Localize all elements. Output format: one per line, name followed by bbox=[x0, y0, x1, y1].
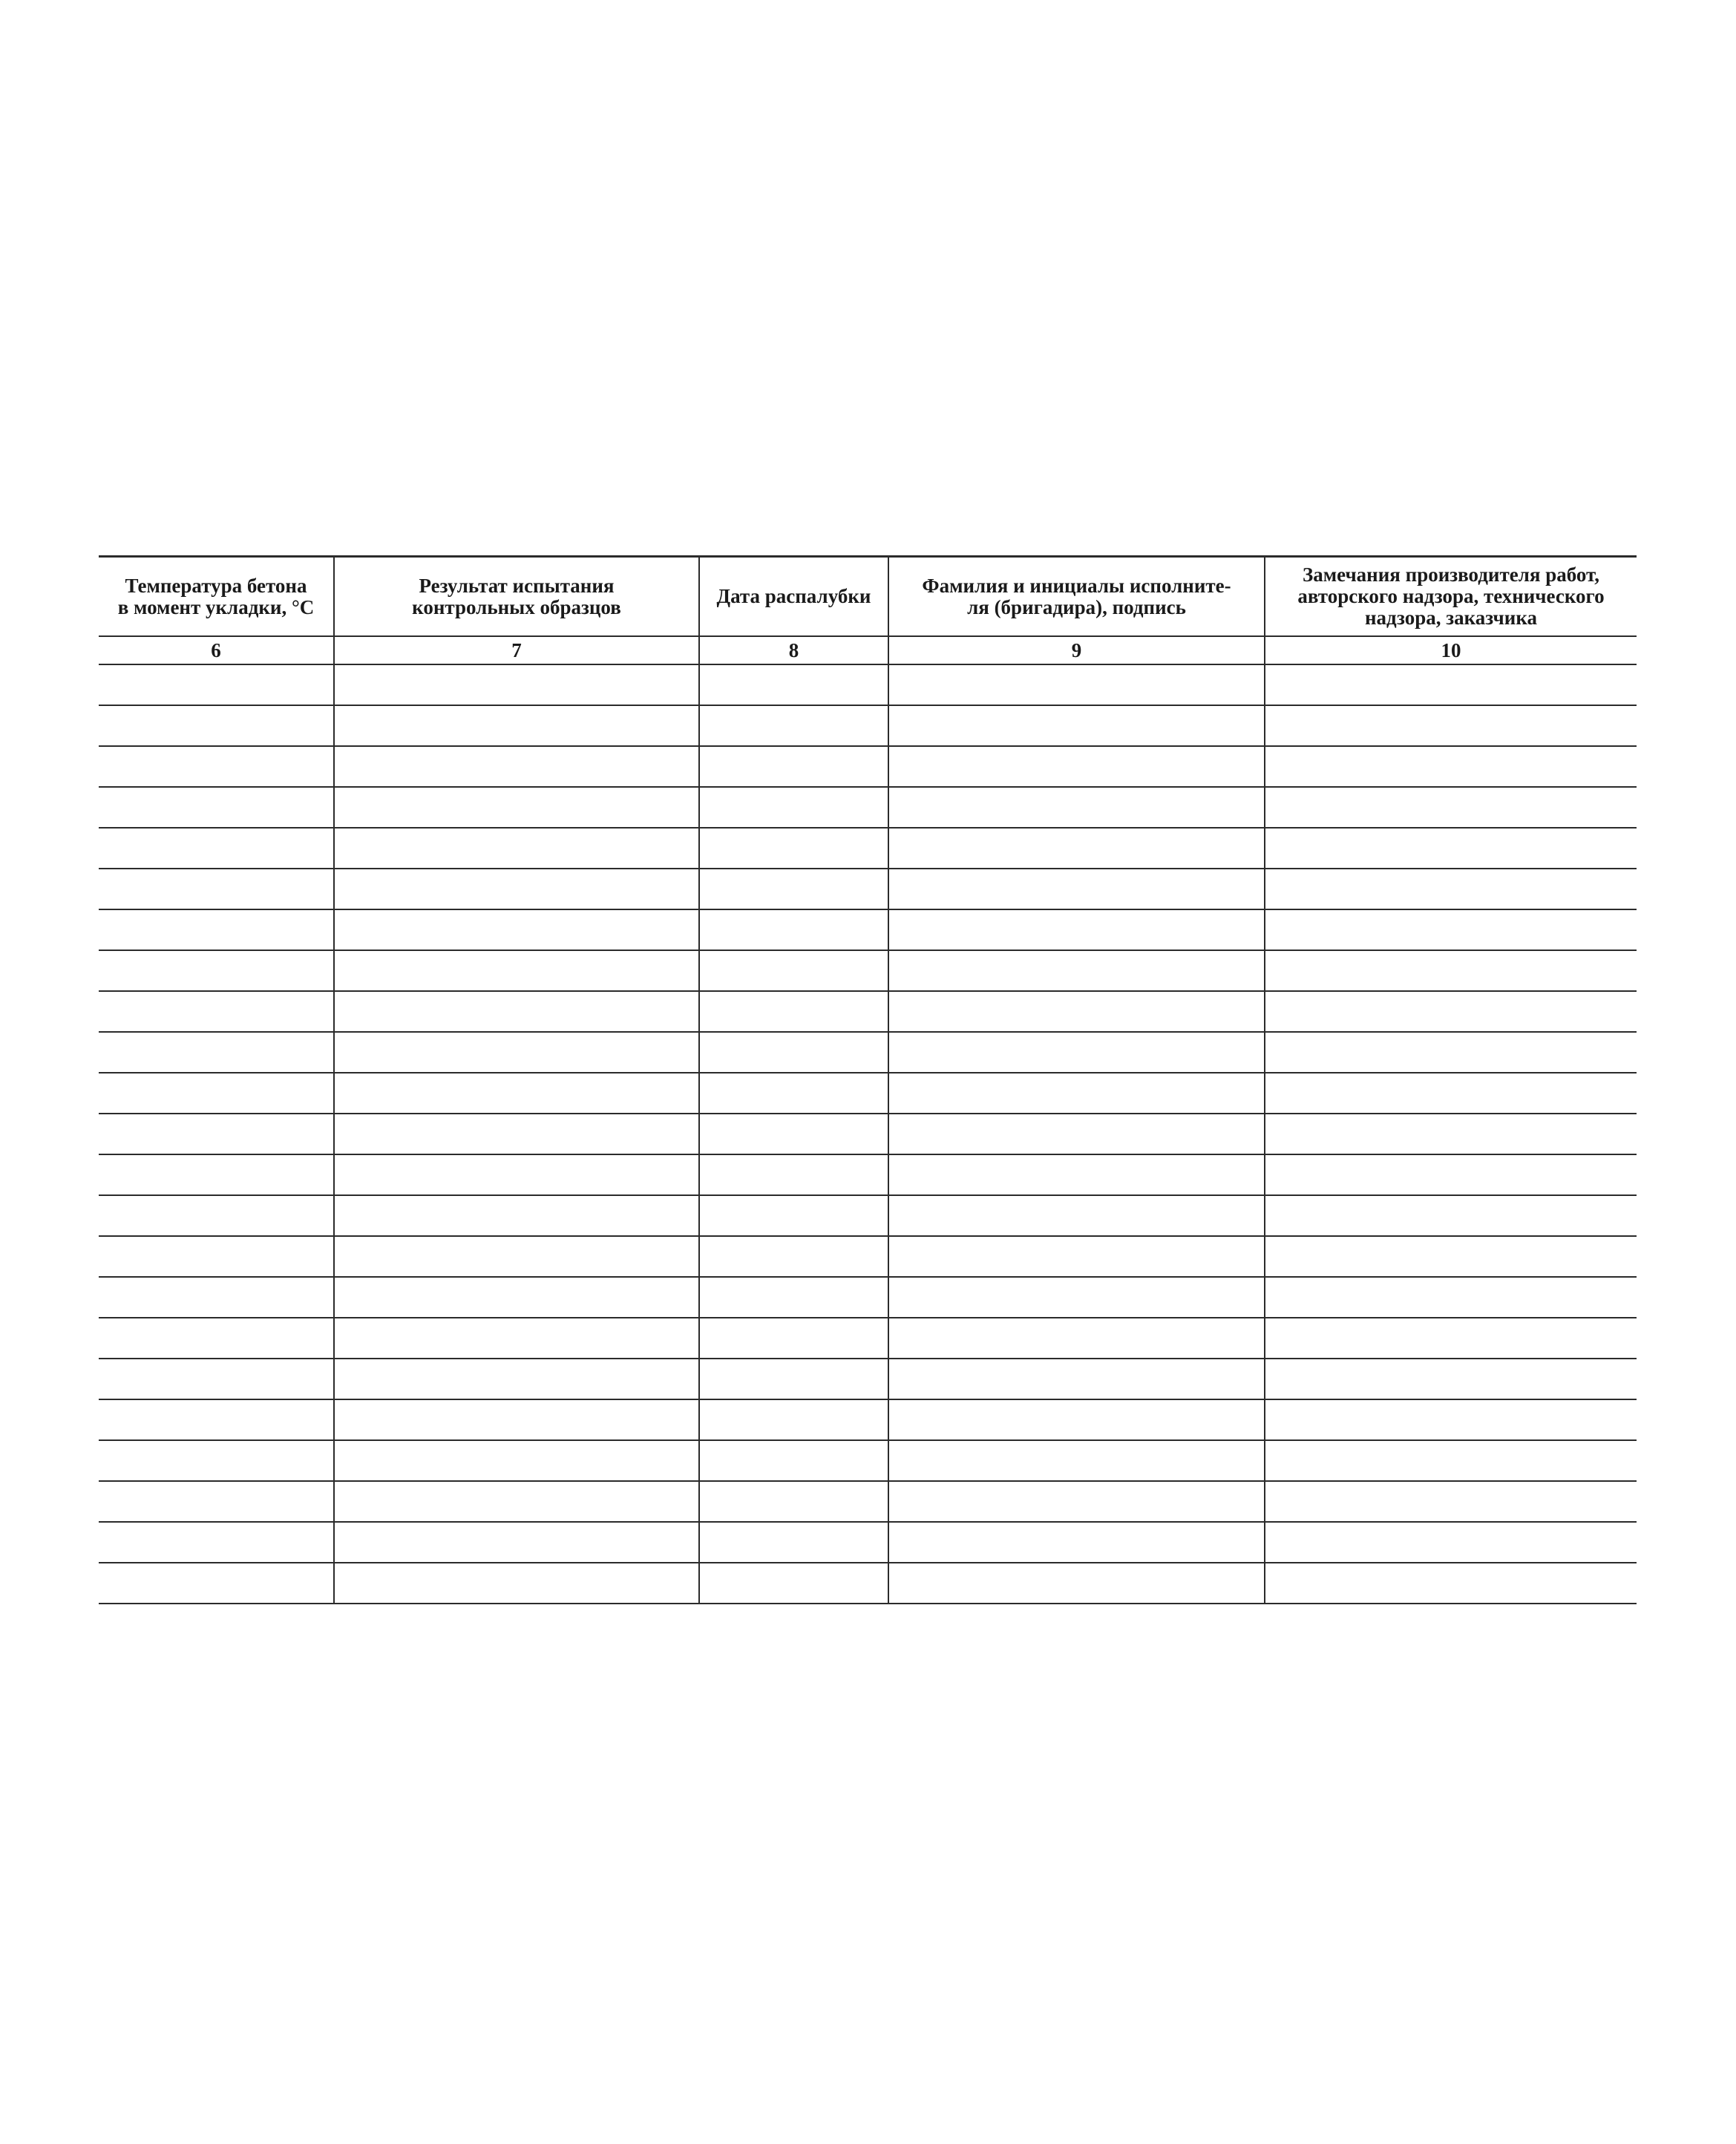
column-number: 9 bbox=[888, 636, 1265, 664]
table-cell bbox=[888, 991, 1265, 1032]
table-row bbox=[99, 1399, 1637, 1440]
table-cell bbox=[334, 787, 699, 828]
table-row bbox=[99, 705, 1637, 746]
table-cell bbox=[888, 1481, 1265, 1522]
table-cell bbox=[1265, 1277, 1637, 1318]
table-cell bbox=[699, 1481, 888, 1522]
table-cell bbox=[1265, 869, 1637, 909]
table-cell bbox=[99, 1195, 334, 1236]
table-cell bbox=[1265, 1318, 1637, 1359]
table-cell bbox=[1265, 664, 1637, 705]
table-cell bbox=[699, 746, 888, 787]
table-cell bbox=[1265, 950, 1637, 991]
table-cell bbox=[1265, 1522, 1637, 1563]
table-row bbox=[99, 1073, 1637, 1114]
table-cell bbox=[1265, 746, 1637, 787]
table-cell bbox=[99, 869, 334, 909]
table-cell bbox=[888, 1359, 1265, 1399]
table-row bbox=[99, 828, 1637, 869]
table-cell bbox=[334, 664, 699, 705]
table-cell bbox=[1265, 828, 1637, 869]
table-cell bbox=[888, 705, 1265, 746]
table-cell bbox=[1265, 1154, 1637, 1195]
table-cell bbox=[99, 950, 334, 991]
column-number: 8 bbox=[699, 636, 888, 664]
table-row bbox=[99, 1195, 1637, 1236]
table-cell bbox=[888, 1440, 1265, 1481]
table-cell bbox=[1265, 1399, 1637, 1440]
table-cell bbox=[699, 828, 888, 869]
table-cell bbox=[699, 1563, 888, 1604]
table-row bbox=[99, 1154, 1637, 1195]
table-cell bbox=[99, 909, 334, 950]
table-cell bbox=[888, 950, 1265, 991]
table-cell bbox=[334, 1522, 699, 1563]
table-cell bbox=[699, 1154, 888, 1195]
header-formwork-removal-date: Дата распалубки bbox=[699, 557, 888, 637]
table-cell bbox=[699, 1318, 888, 1359]
table-cell bbox=[888, 1318, 1265, 1359]
table-row bbox=[99, 909, 1637, 950]
table-cell bbox=[1265, 1440, 1637, 1481]
table-cell bbox=[334, 950, 699, 991]
table-row bbox=[99, 1032, 1637, 1073]
table-cell bbox=[334, 1563, 699, 1604]
table-cell bbox=[1265, 1359, 1637, 1399]
table-cell bbox=[99, 1399, 334, 1440]
table-cell bbox=[699, 1359, 888, 1399]
table-cell bbox=[1265, 1481, 1637, 1522]
table-cell bbox=[334, 1154, 699, 1195]
table-cell bbox=[888, 869, 1265, 909]
table-cell bbox=[334, 1277, 699, 1318]
table-cell bbox=[99, 746, 334, 787]
table-cell bbox=[99, 1032, 334, 1073]
table-cell bbox=[888, 1154, 1265, 1195]
table-cell bbox=[888, 787, 1265, 828]
table-row bbox=[99, 664, 1637, 705]
table-cell bbox=[99, 1440, 334, 1481]
table-cell bbox=[1265, 909, 1637, 950]
table-row bbox=[99, 1236, 1637, 1277]
table-cell bbox=[99, 705, 334, 746]
table-row bbox=[99, 991, 1637, 1032]
table-cell bbox=[334, 746, 699, 787]
table-cell bbox=[99, 1522, 334, 1563]
table-row bbox=[99, 746, 1637, 787]
table-cell bbox=[1265, 1563, 1637, 1604]
table-cell bbox=[699, 1073, 888, 1114]
table-row bbox=[99, 1563, 1637, 1604]
table-cell bbox=[888, 1195, 1265, 1236]
table-cell bbox=[699, 1032, 888, 1073]
table-cell bbox=[99, 664, 334, 705]
column-number: 10 bbox=[1265, 636, 1637, 664]
table-cell bbox=[334, 1195, 699, 1236]
table-row bbox=[99, 1481, 1637, 1522]
table-cell bbox=[334, 909, 699, 950]
table-row bbox=[99, 1359, 1637, 1399]
table-cell bbox=[888, 1073, 1265, 1114]
table-cell bbox=[99, 991, 334, 1032]
table-cell bbox=[699, 950, 888, 991]
table-row bbox=[99, 1114, 1637, 1154]
table-cell bbox=[699, 1236, 888, 1277]
table-row bbox=[99, 1318, 1637, 1359]
table-cell bbox=[1265, 1195, 1637, 1236]
table-row bbox=[99, 1277, 1637, 1318]
table-cell bbox=[334, 705, 699, 746]
table-cell bbox=[99, 787, 334, 828]
table-cell bbox=[99, 1481, 334, 1522]
table-cell bbox=[888, 1236, 1265, 1277]
table-cell bbox=[888, 1114, 1265, 1154]
table-row bbox=[99, 869, 1637, 909]
column-number: 6 bbox=[99, 636, 334, 664]
table-cell bbox=[699, 664, 888, 705]
table-cell bbox=[699, 1522, 888, 1563]
table-cell bbox=[699, 909, 888, 950]
table-cell bbox=[699, 1277, 888, 1318]
table-cell bbox=[1265, 991, 1637, 1032]
table-cell bbox=[888, 746, 1265, 787]
table-cell bbox=[334, 1073, 699, 1114]
table-cell bbox=[99, 1277, 334, 1318]
table-cell bbox=[699, 705, 888, 746]
table-cell bbox=[334, 1359, 699, 1399]
column-number: 7 bbox=[334, 636, 699, 664]
table-cell bbox=[334, 1032, 699, 1073]
table-cell bbox=[888, 1277, 1265, 1318]
table-cell bbox=[699, 1399, 888, 1440]
header-remarks: Замечания производителя работ, авторского надзора, технического надзора, заказчика bbox=[1265, 557, 1637, 637]
journal-table bbox=[99, 555, 1637, 1604]
table-cell bbox=[888, 664, 1265, 705]
table-cell bbox=[699, 1114, 888, 1154]
table-cell bbox=[99, 1563, 334, 1604]
table-cell bbox=[334, 1236, 699, 1277]
table-cell bbox=[99, 1359, 334, 1399]
header-concrete-temperature: Температура бетона в момент укладки, °С bbox=[99, 557, 334, 637]
table-cell bbox=[1265, 1114, 1637, 1154]
table-cell bbox=[1265, 1236, 1637, 1277]
table-body bbox=[99, 664, 1637, 1604]
header-row bbox=[99, 557, 1637, 637]
table-cell bbox=[99, 828, 334, 869]
table-row bbox=[99, 1522, 1637, 1563]
table-row bbox=[99, 950, 1637, 991]
table-cell bbox=[334, 1481, 699, 1522]
table-cell bbox=[888, 828, 1265, 869]
table-cell bbox=[888, 1563, 1265, 1604]
table-cell bbox=[99, 1114, 334, 1154]
table-cell bbox=[1265, 1032, 1637, 1073]
table-cell bbox=[334, 991, 699, 1032]
table-cell bbox=[334, 828, 699, 869]
table-cell bbox=[699, 1440, 888, 1481]
table-cell bbox=[699, 1195, 888, 1236]
table-cell bbox=[334, 1440, 699, 1481]
table-cell bbox=[888, 1522, 1265, 1563]
table-cell bbox=[99, 1154, 334, 1195]
table-cell bbox=[888, 909, 1265, 950]
table-cell bbox=[699, 869, 888, 909]
table-cell bbox=[334, 1114, 699, 1154]
table-cell bbox=[99, 1318, 334, 1359]
table-cell bbox=[699, 787, 888, 828]
table-cell bbox=[334, 1318, 699, 1359]
table-cell bbox=[699, 991, 888, 1032]
table-cell bbox=[1265, 787, 1637, 828]
table-cell bbox=[888, 1399, 1265, 1440]
table-cell bbox=[99, 1073, 334, 1114]
header-executor-name: Фамилия и инициалы исполните- ля (бригадира), подпись bbox=[888, 557, 1265, 637]
table-cell bbox=[1265, 705, 1637, 746]
table-cell bbox=[888, 1032, 1265, 1073]
table-row bbox=[99, 787, 1637, 828]
table-cell bbox=[334, 869, 699, 909]
table-cell bbox=[99, 1236, 334, 1277]
column-number-row bbox=[99, 636, 1637, 664]
table-row bbox=[99, 1440, 1637, 1481]
table-cell bbox=[334, 1399, 699, 1440]
header-test-result: Результат испытания контрольных образцов bbox=[334, 557, 699, 637]
table-cell bbox=[1265, 1073, 1637, 1114]
